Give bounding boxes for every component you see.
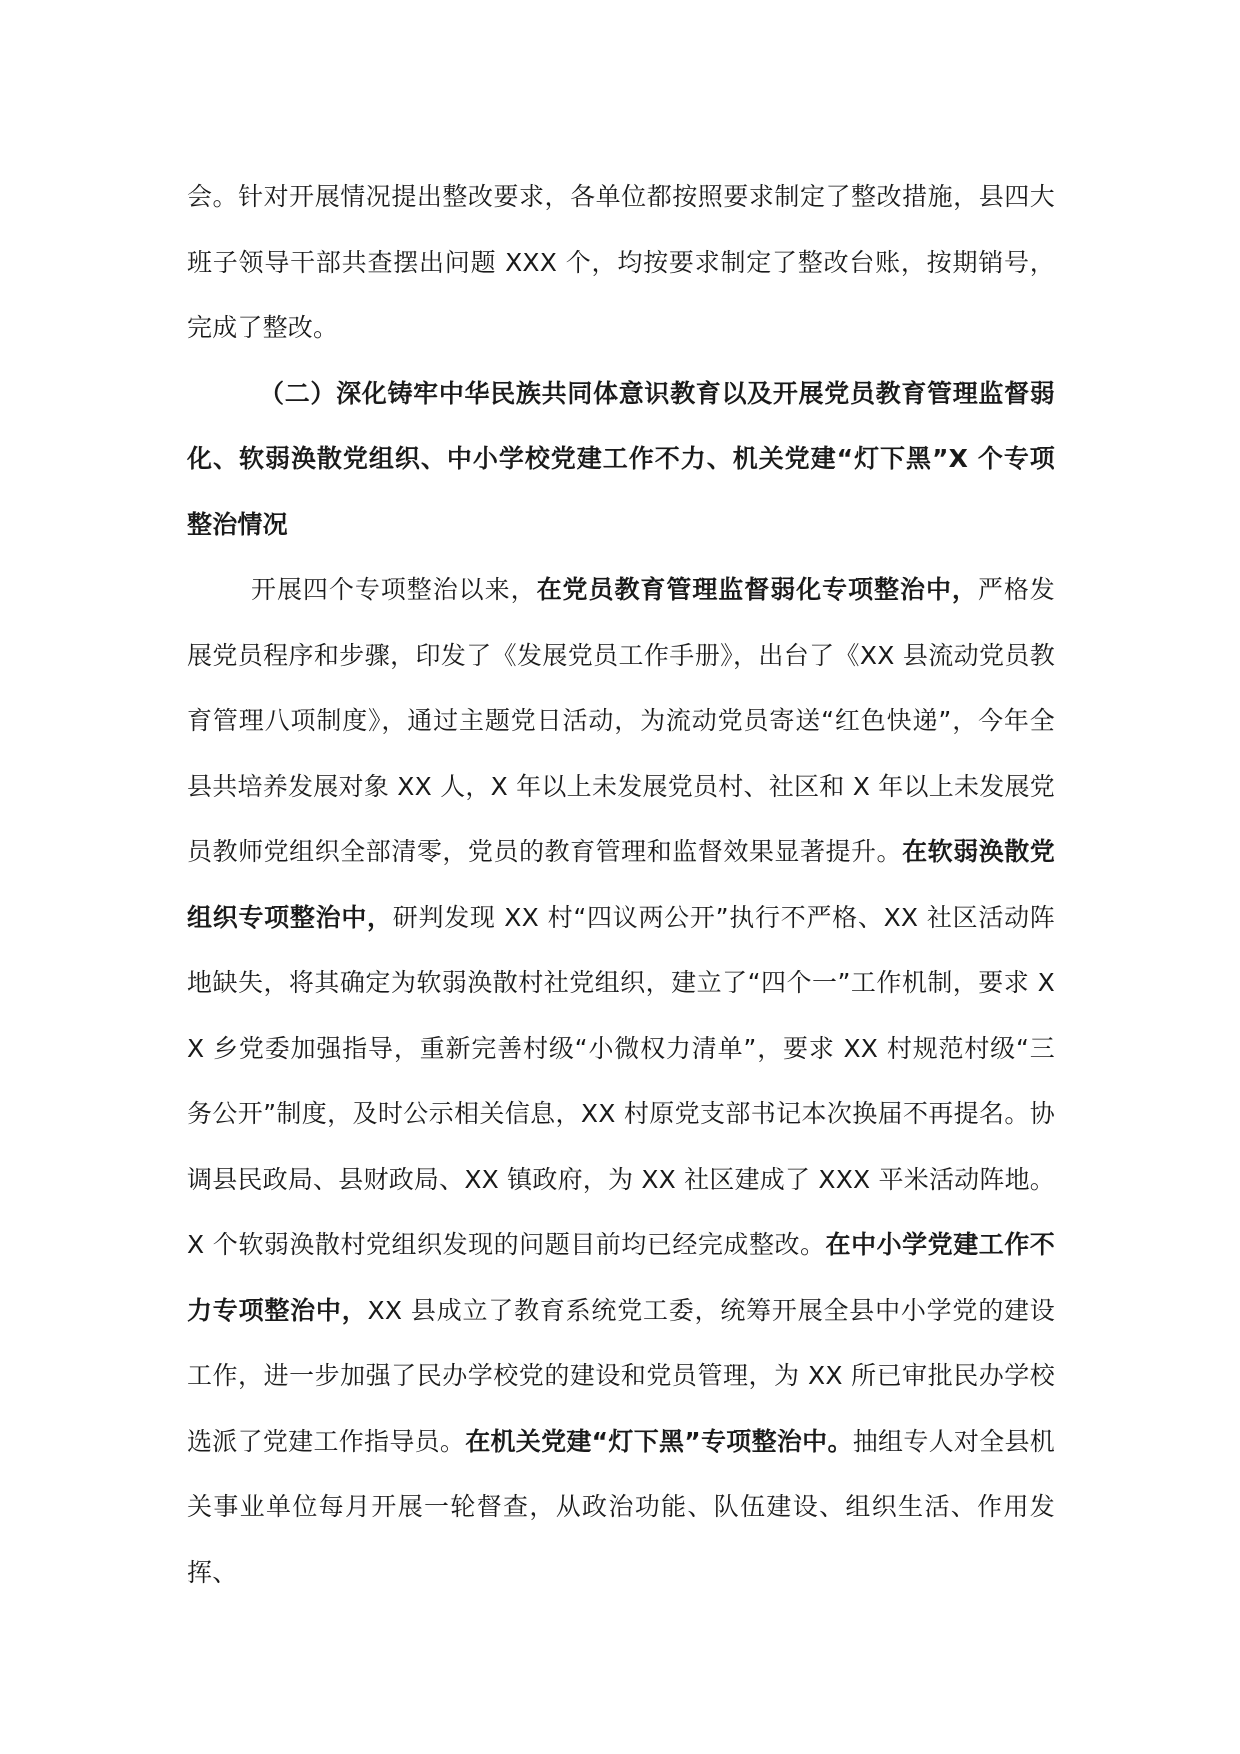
section-heading: （二）深化铸牢中华民族共同体意识教育以及开展党员教育管理监督弱化、软弱涣散党组织、中小学校党建工作不力、机关党建“灯下黑”X 个专项整治情况 <box>187 378 1055 539</box>
bold-lead-party-member-management: 在党员教育管理监督弱化专项整治中， <box>536 575 978 604</box>
body-text-segment: 严格发展党员程序和步骤，印发了《发展党员工作手册》，出台了《XX 县流动党员教育管理八项制度》，通过主题党日活动，为流动党员寄送“红色快递”，今年全县共培养发展对象 XX 人，X 年以上未发展党员村、社区和 X 年以上未发展党员教师党组织全部清零，党员的教育管理和监督效果显著提升。 <box>187 575 1056 866</box>
document-page <box>187 164 1055 1605</box>
bold-lead-weak-party-organizations: 在软弱涣散党组织专项整治中， <box>187 837 1056 932</box>
bold-lead-school-party-building: 在中小学党建工作不力专项整治中， <box>187 1230 1055 1325</box>
continuation-paragraph: 会。针对开展情况提出整改要求，各单位都按照要求制定了整改措施，县四大班子领导干部共查摆出问题 XXX 个，均按要求制定了整改台账，按期销号，完成了整改。 <box>187 182 1055 342</box>
body-text-segment: 开展四个专项整治以来， <box>251 575 537 604</box>
body-paragraph <box>187 557 1055 1605</box>
body-text-segment: 研判发现 XX 村“四议两公开”执行不严格、XX 社区活动阵地缺失，将其确定为软弱涣散村社党组织，建立了“四个一”工作机制，要求 XX 乡党委加强指导，重新完善村级“小微权力清单”，要求 XX 村规范村级“三务公开”制度，及时公示相关信息，XX 村原党支部书记本次换届不再提名。协调县民政局、县财政局、XX 镇政府，为 XX 社区建成了 XXX 平米活动阵地。X 个软弱涣散村党组织发现的问题目前均已经完成整改。 <box>187 902 1055 1259</box>
body-text-segment: XX 县成立了教育系统党工委，统筹开展全县中小学党的建设工作，进一步加强了民办学校党的建设和党员管理，为 XX 所已审批民办学校选派了党建工作指导员。 <box>187 1295 1055 1456</box>
bold-lead-organ-party-building: 在机关党建“灯下黑”专项整治中。 <box>465 1426 853 1456</box>
body-text-segment: 抽组专人对全县机关事业单位每月开展一轮督查，从政治功能、队伍建设、组织生活、作用发挥、 <box>187 1426 1055 1587</box>
